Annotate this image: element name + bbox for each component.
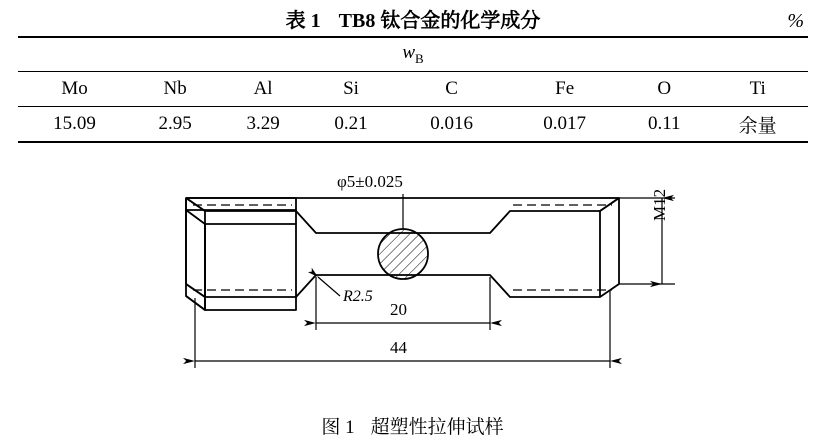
figure-caption — [0, 412, 825, 439]
table-cell: 0.016 — [430, 113, 473, 134]
table-header-row — [18, 72, 808, 107]
column-header: Ti — [749, 78, 766, 99]
table-bottom-rule — [18, 142, 808, 143]
column-header: O — [657, 78, 672, 99]
diameter-dimension-label: φ5±0.025 — [337, 172, 403, 191]
radius-leader — [318, 277, 340, 296]
table-group-header-row — [18, 38, 808, 72]
column-header: Al — [253, 78, 273, 99]
gauge-cross-section — [378, 229, 428, 279]
chem-table — [18, 36, 808, 143]
column-header: Mo — [61, 78, 88, 99]
table-cell: 0.21 — [334, 113, 368, 134]
figure-caption-title: 超塑性拉伸试样 — [370, 417, 504, 438]
total-length-label: 44 — [390, 338, 407, 357]
figure-caption-label: 图 1 — [321, 417, 355, 438]
table-caption — [18, 6, 808, 36]
table-cell: 余量 — [738, 115, 777, 137]
thread-size-label: M12 — [650, 188, 669, 221]
radius-dimension-label: R2.5 — [343, 288, 373, 305]
table-row — [18, 107, 808, 142]
table-caption-title: TB8 钛合金的化学成分 — [338, 10, 541, 32]
table-cell: 3.29 — [246, 113, 280, 134]
table-cell: 15.09 — [53, 113, 96, 134]
gauge-length-label: 20 — [390, 300, 407, 319]
specimen-drawing — [0, 178, 825, 418]
column-header: C — [445, 78, 458, 99]
table-cell: 0.11 — [648, 113, 681, 134]
column-header: Si — [343, 78, 359, 99]
column-header: Fe — [555, 78, 575, 99]
table-cell: 2.95 — [158, 113, 192, 134]
tensile-specimen-figure — [0, 172, 825, 418]
chemical-composition-table — [18, 6, 808, 143]
specimen-outline — [186, 198, 296, 310]
group-header-symbol: $w_B$ — [402, 42, 424, 66]
table-unit-label: % — [787, 10, 804, 32]
table-caption-label: 表 1 — [285, 10, 321, 32]
table-cell: 0.017 — [543, 113, 587, 134]
column-header: Nb — [163, 78, 187, 99]
